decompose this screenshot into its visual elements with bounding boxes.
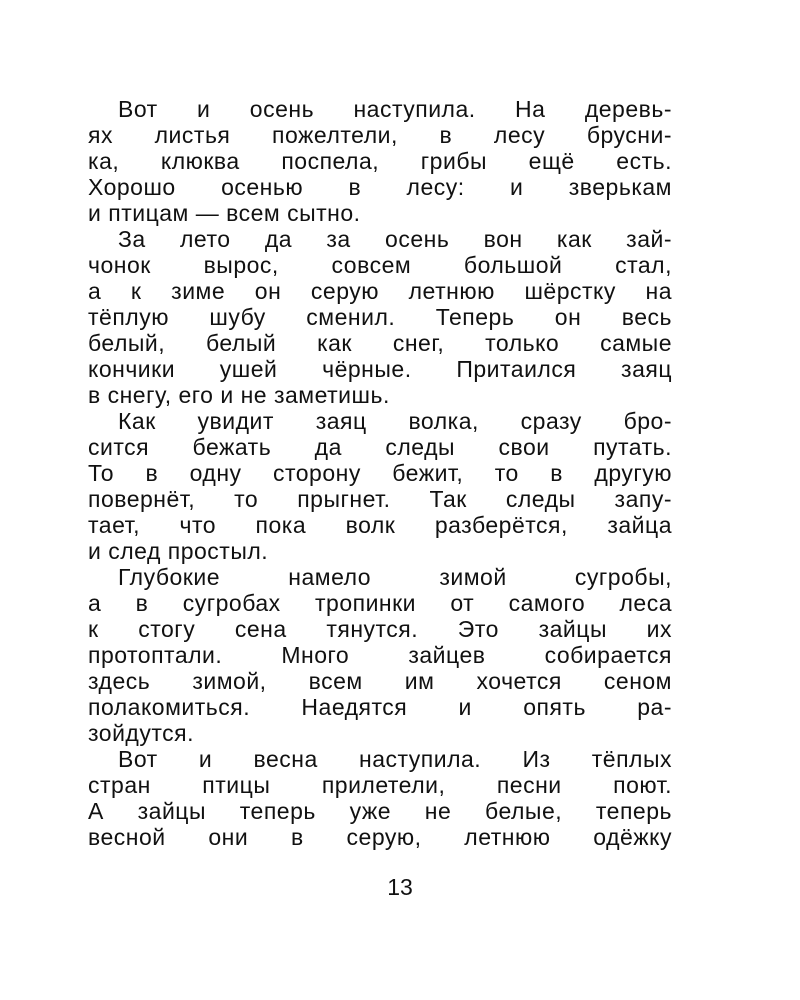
- text-line: весной они в серую, летнюю одёжку: [88, 824, 672, 850]
- text-line: кончики ушей чёрные. Притаился заяц: [88, 356, 672, 382]
- page-text: [88, 96, 672, 850]
- text-line: За лето да за осень вон как зай-: [118, 226, 672, 252]
- text-line: ка, клюква поспела, грибы ещё есть.: [88, 148, 672, 174]
- text-line: повернёт, то прыгнет. Так следы запу-: [88, 486, 672, 512]
- text-line: Вот и весна наступила. Из тёплых: [118, 746, 672, 772]
- text-line: в снегу, его и не заметишь.: [88, 382, 390, 408]
- text-line: протоптали. Много зайцев собирается: [88, 642, 672, 668]
- text-line: к стогу сена тянутся. Это зайцы их: [88, 616, 672, 642]
- text-line: зойдутся.: [88, 720, 194, 746]
- text-line: То в одну сторону бежит, то в другую: [88, 460, 672, 486]
- text-line: тает, что пока волк разберётся, зайца: [88, 512, 672, 538]
- text-line: полакомиться. Наедятся и опять ра-: [88, 694, 672, 720]
- text-line: тёплую шубу сменил. Теперь он весь: [88, 304, 672, 330]
- text-line: ях листья пожелтели, в лесу брусни-: [88, 122, 672, 148]
- text-line: и птицам — всем сытно.: [88, 200, 361, 226]
- text-line: и след простыл.: [88, 538, 269, 564]
- text-line: чонок вырос, совсем большой стал,: [88, 252, 672, 278]
- page-number: 13: [387, 874, 413, 900]
- paragraph: [88, 226, 672, 408]
- text-line: а к зиме он серую летнюю шёрстку на: [88, 278, 672, 304]
- text-line: Вот и осень наступила. На деревь-: [118, 96, 672, 122]
- text-line: белый, белый как снег, только самые: [88, 330, 672, 356]
- paragraph: [88, 408, 672, 564]
- text-line: здесь зимой, всем им хочется сеном: [88, 668, 672, 694]
- paragraph: [88, 564, 672, 746]
- text-line: Хорошо осенью в лесу: и зверькам: [88, 174, 672, 200]
- text-line: Глубокие намело зимой сугробы,: [118, 564, 672, 590]
- paragraph: [88, 96, 672, 226]
- paragraph: [88, 746, 672, 850]
- text-line: сится бежать да следы свои путать.: [88, 434, 672, 460]
- text-line: стран птицы прилетели, песни поют.: [88, 772, 672, 798]
- text-line: А зайцы теперь уже не белые, теперь: [88, 798, 672, 824]
- text-line: Как увидит заяц волка, сразу бро-: [118, 408, 672, 434]
- text-line: а в сугробах тропинки от самого леса: [88, 590, 672, 616]
